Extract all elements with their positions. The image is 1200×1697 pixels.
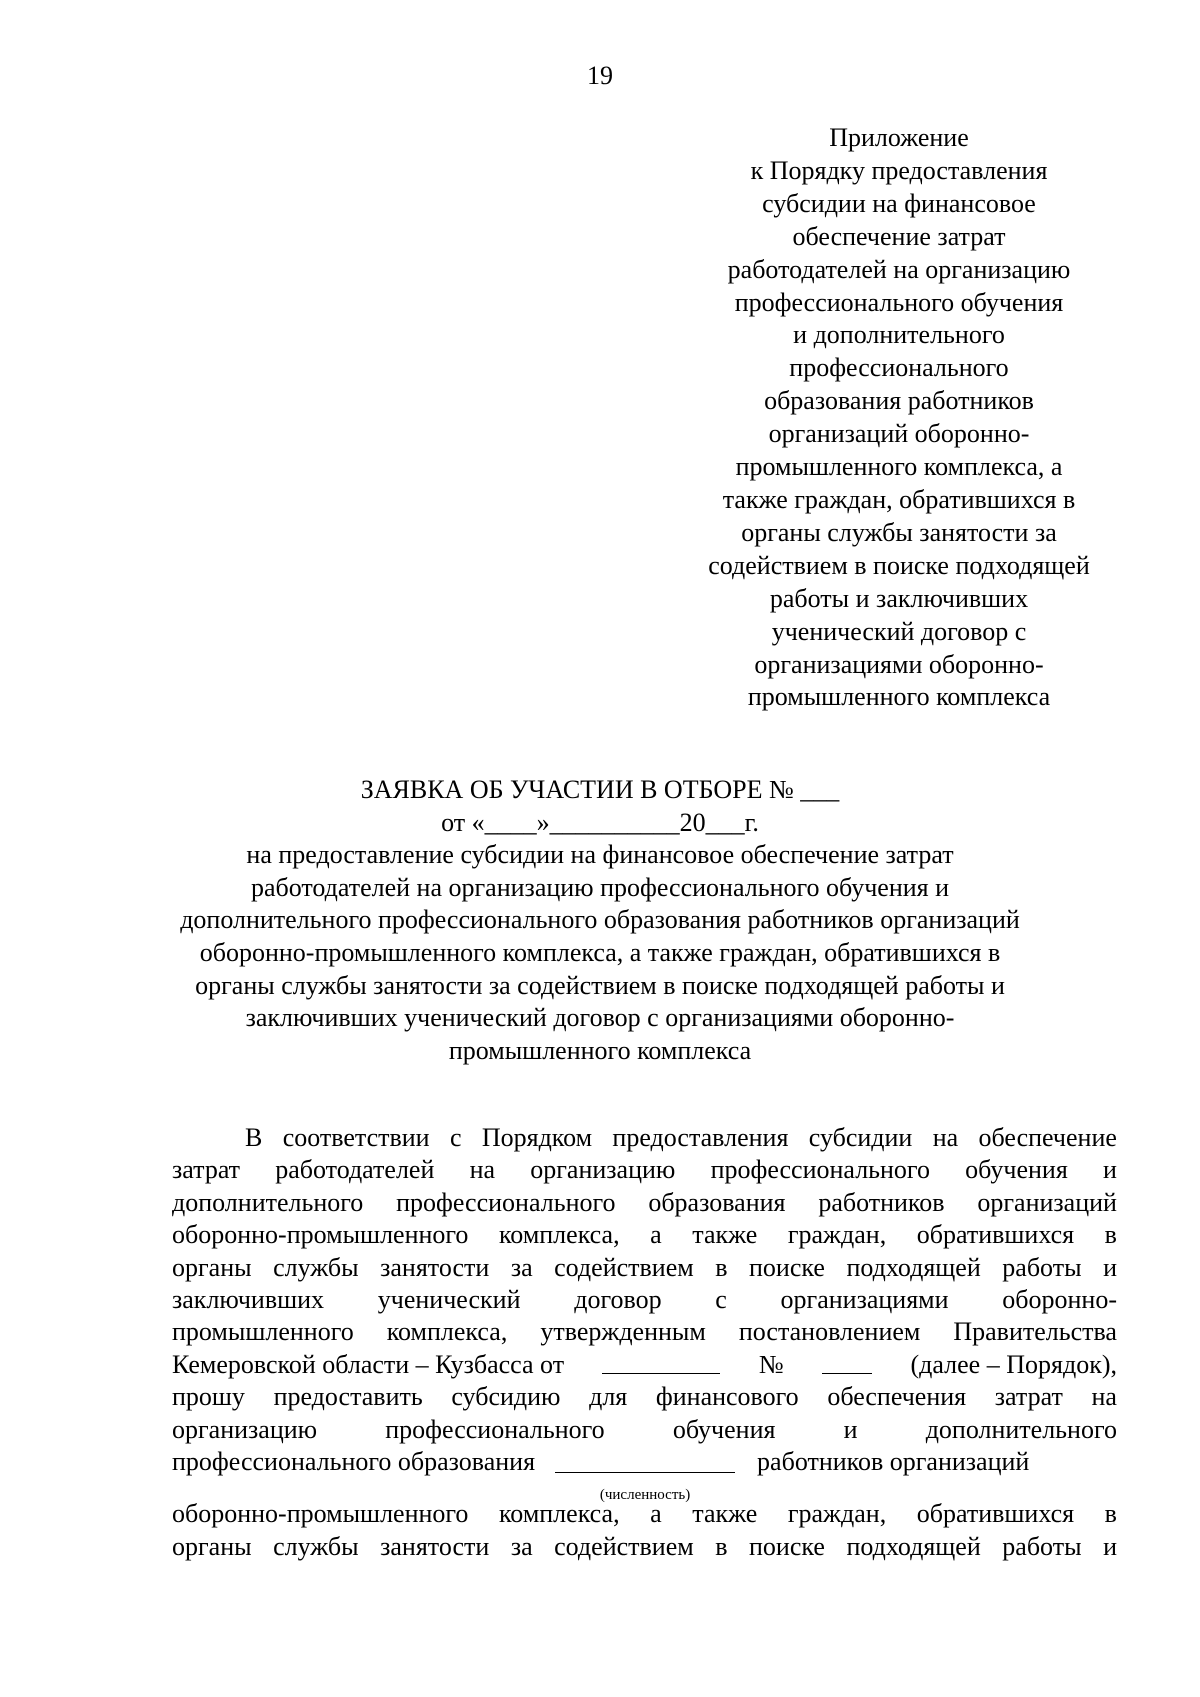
body-word: финансового: [655, 1382, 799, 1412]
body-word: затрат: [994, 1382, 1063, 1412]
appendix-line: образования работников: [764, 386, 1034, 416]
appendix-line: органы службы занятости за: [741, 517, 1057, 547]
body-word: субсидию: [451, 1382, 561, 1412]
body-word: В: [245, 1123, 263, 1152]
numbers-line-suffix: работников организаций: [757, 1447, 1030, 1477]
body-word: на: [1091, 1382, 1117, 1412]
subtitle-line: оборонно-промышленного комплекса, а также граждан, обратившихся в: [199, 937, 1001, 967]
body-word: службы: [273, 1252, 359, 1282]
appendix-line: к Порядку предоставления: [750, 155, 1048, 185]
body-word: а: [650, 1220, 662, 1250]
body-paragraph-part3: [172, 1498, 1117, 1563]
body-word: и: [1103, 1531, 1117, 1561]
application-date-line: от «____»__________20___г.: [441, 807, 759, 837]
subtitle-line: на предоставление субсидии на финансовое обеспечение затрат: [246, 840, 954, 870]
body-paragraph-part2: [172, 1381, 1117, 1446]
body-word: работы: [1002, 1252, 1082, 1282]
body-word: граждан,: [787, 1220, 887, 1250]
body-word: образования: [648, 1187, 786, 1217]
body-word: предоставления: [612, 1123, 789, 1152]
body-word: оборонно-промышленного: [172, 1220, 469, 1250]
kemerovo-line: [172, 1349, 1117, 1381]
decree-date-blank: [602, 1349, 720, 1374]
body-word: с: [449, 1123, 462, 1152]
body-word: обучения: [672, 1414, 776, 1444]
order-reference-text: (далее – Порядок),: [910, 1349, 1117, 1379]
appendix-line: организациями оборонно-: [754, 649, 1044, 679]
body-word: за: [510, 1252, 533, 1282]
body-line: [172, 1284, 1117, 1316]
body-word: Порядком: [481, 1123, 593, 1152]
body-word: утвержденным: [540, 1317, 706, 1347]
subtitle-line: заключивших ученический договор с организациями оборонно-: [245, 1003, 955, 1033]
body-word: органы: [172, 1531, 252, 1561]
decree-number-blank: [822, 1349, 872, 1374]
appendix-header: [686, 122, 1112, 714]
body-word: обучения: [965, 1155, 1068, 1185]
numbers-line: [172, 1446, 1117, 1504]
body-word: в: [715, 1531, 728, 1561]
body-word: подходящей: [846, 1252, 981, 1282]
appendix-line: промышленного комплекса: [747, 682, 1051, 712]
body-word: работников: [818, 1187, 945, 1217]
body-word: организациями: [780, 1285, 949, 1315]
headcount-field: [555, 1446, 735, 1504]
body-word: Правительства: [953, 1317, 1117, 1347]
appendix-line: работодателей на организацию: [727, 254, 1071, 284]
body-word: занятости: [380, 1531, 490, 1561]
body-word: и: [1103, 1155, 1117, 1185]
body-word: субсидии: [808, 1123, 913, 1152]
appendix-line: профессионального обучения: [734, 287, 1064, 317]
subtitle-line: работодателей на организацию профессионального обучения и: [250, 872, 950, 902]
body-word: на: [932, 1123, 959, 1152]
body-word: организаций: [977, 1187, 1117, 1217]
body-word: дополнительного: [925, 1414, 1117, 1444]
body-word: промышленного: [172, 1317, 354, 1347]
body-word: с: [715, 1285, 727, 1315]
body-word: поиске: [749, 1531, 825, 1561]
page-number: 19: [587, 61, 613, 90]
body-line: [172, 1531, 1117, 1563]
body-word: в: [1104, 1499, 1117, 1529]
application-title-block: [150, 774, 1050, 1067]
body-word: подходящей: [846, 1531, 981, 1561]
body-word: на: [469, 1155, 496, 1185]
body-word: содействием: [554, 1252, 694, 1282]
body-word: обратившихся: [916, 1499, 1075, 1529]
body-word: в: [1104, 1220, 1117, 1250]
body-line: [172, 1122, 1117, 1154]
body-word: органы: [172, 1252, 252, 1282]
body-line: [172, 1381, 1117, 1413]
body-word: также: [692, 1499, 758, 1529]
body-word: прошу: [172, 1382, 245, 1412]
body-word: постановлением: [738, 1317, 921, 1347]
body-word: службы: [273, 1531, 359, 1561]
appendix-line: ученический договор с: [771, 616, 1027, 646]
body-word: комплекса,: [499, 1220, 620, 1250]
appendix-line: и дополнительного: [793, 320, 1005, 350]
body-word: поиске: [749, 1252, 825, 1282]
appendix-line: содействием в поиске подходящей: [708, 550, 1090, 580]
body-word: организацию: [530, 1155, 676, 1185]
body-word: профессионального: [710, 1155, 930, 1185]
body-word: дополнительного: [172, 1187, 364, 1217]
application-body: [172, 1122, 1117, 1563]
body-word: оборонно-: [1002, 1285, 1117, 1315]
body-word: профессионального: [385, 1414, 605, 1444]
body-word: ученический: [377, 1285, 521, 1315]
body-line: [172, 1414, 1117, 1446]
body-line: [172, 1154, 1117, 1186]
appendix-line: промышленного комплекса, а: [735, 452, 1063, 482]
number-sign: №: [758, 1349, 784, 1379]
body-word: предоставить: [273, 1382, 423, 1412]
body-word: занятости: [380, 1252, 490, 1282]
headcount-caption: (численность): [599, 1487, 691, 1504]
body-word: в: [715, 1252, 728, 1282]
appendix-line: организаций оборонно-: [768, 419, 1030, 449]
body-word: работы: [1002, 1531, 1082, 1561]
body-word: а: [650, 1499, 662, 1529]
body-word: за: [510, 1531, 533, 1561]
body-word: комплекса,: [499, 1499, 620, 1529]
appendix-line: обеспечение затрат: [792, 221, 1006, 251]
body-word: профессионального: [396, 1187, 616, 1217]
body-word: организацию: [172, 1414, 318, 1444]
headcount-blank: [555, 1472, 735, 1473]
body-word: работодателей: [275, 1155, 435, 1185]
body-line: [172, 1252, 1117, 1284]
numbers-line-prefix: профессионального образования: [172, 1447, 536, 1477]
body-word: заключивших: [172, 1285, 325, 1315]
body-word: и: [843, 1414, 858, 1444]
body-word: соответствии: [282, 1123, 430, 1152]
appendix-line: также граждан, обратившихся в: [722, 484, 1076, 514]
body-word: также: [692, 1220, 758, 1250]
body-word: для: [589, 1382, 628, 1412]
appendix-line: профессионального: [789, 353, 1009, 383]
body-word: и: [1103, 1252, 1117, 1282]
body-word: комплекса,: [386, 1317, 508, 1347]
application-subtitle: [150, 839, 1050, 1067]
body-word: обеспечения: [827, 1382, 967, 1412]
body-word: оборонно-промышленного: [172, 1499, 469, 1529]
application-title: ЗАЯВКА ОБ УЧАСТИИ В ОТБОРЕ № ___: [360, 775, 840, 804]
appendix-line: субсидии на финансовое: [762, 188, 1036, 218]
body-word: договор: [574, 1285, 662, 1315]
body-paragraph-part1: [172, 1122, 1117, 1349]
body-line: [172, 1187, 1117, 1219]
body-line: [172, 1316, 1117, 1348]
appendix-line: работы и заключивших: [769, 583, 1029, 613]
body-word: содействием: [554, 1531, 694, 1561]
body-line: [172, 1219, 1117, 1251]
body-word: граждан,: [787, 1499, 887, 1529]
subtitle-line: промышленного комплекса: [448, 1035, 752, 1065]
appendix-line: Приложение: [829, 123, 969, 152]
kemerovo-text: Кемеровской области – Кузбасса от: [172, 1349, 565, 1379]
subtitle-line: органы службы занятости за содействием в поиске подходящей работы и: [195, 970, 1005, 1000]
body-word: затрат: [172, 1155, 241, 1185]
subtitle-line: дополнительного профессионального образования работников организаций: [180, 905, 1020, 935]
body-word: обратившихся: [916, 1220, 1075, 1250]
body-word: обеспечение: [978, 1123, 1117, 1152]
